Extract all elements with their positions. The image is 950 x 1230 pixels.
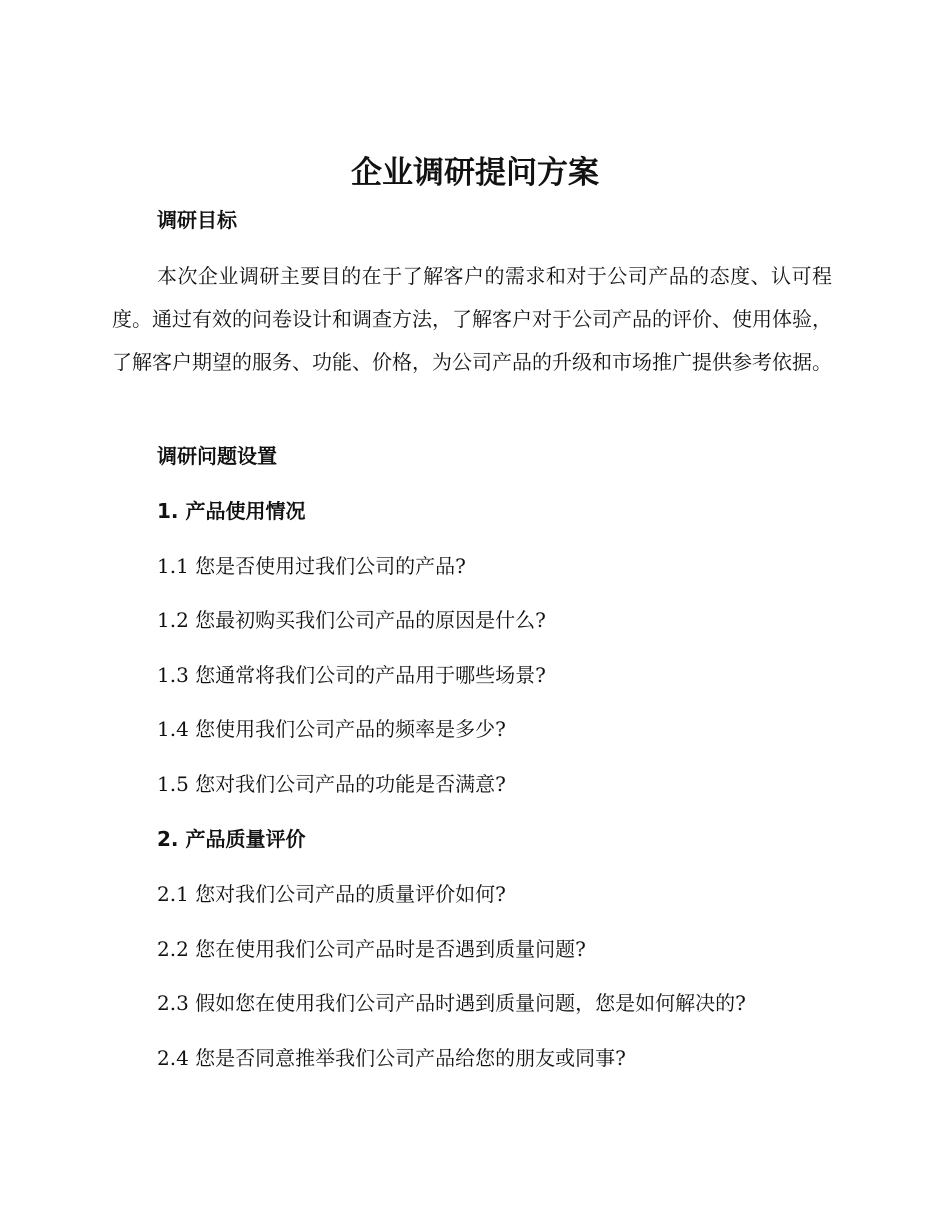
section-heading-usage: 1. 产品使用情况 bbox=[157, 499, 306, 523]
question-item: 2.4 您是否同意推举我们公司产品给您的朋友或同事? bbox=[157, 1046, 626, 1070]
question-item: 2.2 您在使用我们公司产品时是否遇到质量问题? bbox=[157, 937, 586, 961]
question-item: 1.5 您对我们公司产品的功能是否满意? bbox=[157, 772, 506, 796]
question-item: 1.4 您使用我们公司产品的频率是多少? bbox=[157, 717, 506, 741]
question-item: 2.1 您对我们公司产品的质量评价如何? bbox=[157, 882, 506, 906]
question-item: 1.2 您最初购买我们公司产品的原因是什么? bbox=[157, 608, 546, 632]
page-title: 企业调研提问方案 bbox=[351, 155, 599, 191]
question-item: 1.3 您通常将我们公司的产品用于哪些场景? bbox=[157, 663, 546, 687]
objective-paragraph: 本次企业调研主要目的在于了解客户的需求和对于公司产品的态度、认可程度。通过有效的问卷设计和调查方法，了解客户对于公司产品的评价、使用体验，了解客户期望的服务、功能、价格，为公司产品的升级和市场推广提供参考依据。 bbox=[112, 264, 832, 374]
question-item: 1.1 您是否使用过我们公司的产品? bbox=[157, 554, 466, 578]
objective-heading: 调研目标 bbox=[157, 208, 237, 232]
questions-heading: 调研问题设置 bbox=[157, 444, 277, 468]
section-heading-quality: 2. 产品质量评价 bbox=[157, 827, 306, 851]
question-item: 2.3 假如您在使用我们公司产品时遇到质量问题，您是如何解决的? bbox=[157, 991, 746, 1015]
